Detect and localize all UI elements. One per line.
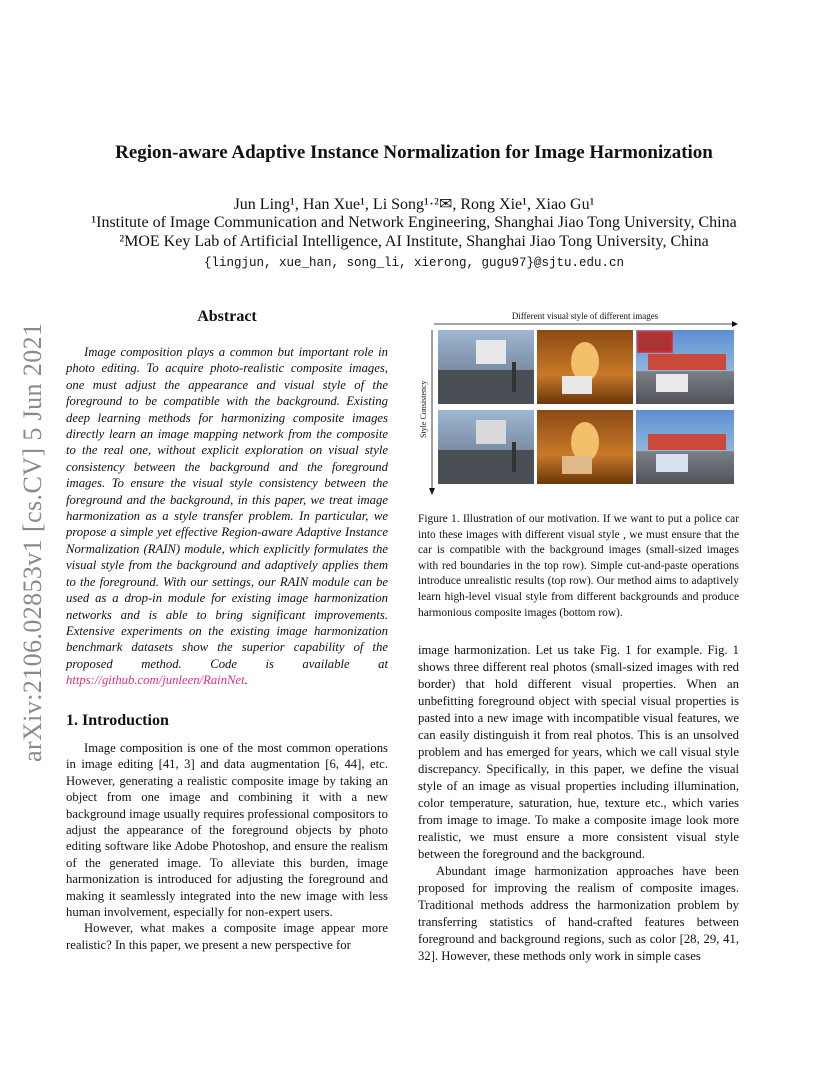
arxiv-stamp-text: arXiv:2106.02853v1 [cs.CV] 5 Jun 2021	[18, 322, 47, 762]
author-emails: {lingjun, xue_han, song_li, xierong, gugu97}@sjtu.edu.cn	[203, 256, 625, 270]
figure-1	[412, 310, 742, 500]
intro-body	[66, 740, 388, 953]
arxiv-stamp	[14, 296, 54, 766]
affiliation-1: ¹Institute of Image Communication and Network Engineering, Shanghai Jiao Tong University, China	[91, 214, 737, 231]
intro-paragraph-1: Image composition is one of the most common operations in image editing [41, 3] and data augmentation [6, 44], etc. However, generating a realistic composite image by taking an object from one image and combining it with a new background image usually requires professional compositors to adjust the appearance of the foreground objects by photo editing software like Adobe Photoshop, and ensure the realism of the generated image. To alleviate this burden, image harmonization is introduced for adjusting the foreground and making it seamlessly integrated into the new image with less human involvement, especially for non-expert users.	[66, 741, 388, 920]
figure-1-caption: Figure 1. Illustration of our motivation. If we want to put a police car into these images with different visual style , we must ensure that the car is compatible with the background images (small-sized images with red boundaries in the top row). Simple cut-and-paste operations introduce unrealistic results (top row). Our method aims to adaptively learn high-level visual style from different backgrounds and produce harmonious composite images (bottom row).	[418, 513, 739, 619]
right-paragraph-2: Abundant image harmonization approaches have been proposed for improving the realism of composite images. Traditional methods address the harmonization problem by transferring statistics of hand-crafted features between foreground and background regions, such as color [28, 29, 41, 32]. However, these methods only work in simple cases	[418, 864, 739, 963]
affiliation-2: ²MOE Key Lab of Artificial Intelligence, AI Institute, Shanghai Jiao Tong University, China	[119, 233, 709, 250]
paper-title: Region-aware Adaptive Instance Normalization for Image Harmonization	[115, 142, 713, 163]
top-row-images	[438, 330, 734, 404]
abstract-heading: Abstract	[197, 308, 257, 325]
intro-paragraph-2: However, what makes a composite image appear more realistic? In this paper, we present a new perspective for	[66, 921, 388, 952]
code-link[interactable]: https://github.com/junleen/RainNet	[66, 673, 245, 688]
abstract-text: Image composition plays a common but important role in photo editing. To acquire photo-realistic composite images, one must adjust the appearance and visual style of the foreground to be compatible with the background. Existing deep learning methods for harmonizing composite images directly learn an image mapping network from the composite to the real one, without explicit exploration on visual style consistency between the background and the foreground images. To ensure the visual style consistency between the foreground and the background, in this paper, we treat image harmonization as a style transfer problem. In particular, we propose a simple yet effective Region-aware Adaptive Instance Normalization (RAIN) module, which explicitly formulates the visual style from the background and adaptively applies them to the foreground. With our settings, our RAIN module can be used as a drop-in module for existing image harmonization networks and is able to bring significant improvements. Extensive experiments on the existing image harmonization benchmark datasets show the superior capability of the proposed method. Code is available at	[66, 345, 388, 671]
author-list: Jun Ling¹, Han Xue¹, Li Song¹·²✉, Rong Xie¹, Xiao Gu¹	[233, 196, 595, 213]
bottom-row-images	[438, 410, 734, 484]
right-paragraph-1: image harmonization. Let us take Fig. 1 for example. Fig. 1 shows three different real photos (small-sized images with red border) that hold different visual properties. When an unbefitting foreground object with special visual properties is pasted into a new image with incompatible visual features, we can easily distinguish it from real photos. This is an unsolved problem and has emerged for years, which we call visual style discrepancy. Specifically, in this paper, we define the visual style of an image as visual properties including illumination, color temperature, saturation, hue, texture etc., which varies from image to image. To make a composite image look more realistic, we must ensure a more consistent visual style between the foreground and the background.	[418, 643, 739, 861]
abstract-body	[66, 344, 388, 689]
abstract-end: .	[244, 673, 248, 688]
figure-top-label: Different visual style of different images	[511, 311, 659, 321]
figure-side-label: Style Consistency	[419, 380, 428, 438]
right-column-body	[418, 642, 739, 965]
intro-heading: 1. Introduction	[66, 712, 169, 729]
